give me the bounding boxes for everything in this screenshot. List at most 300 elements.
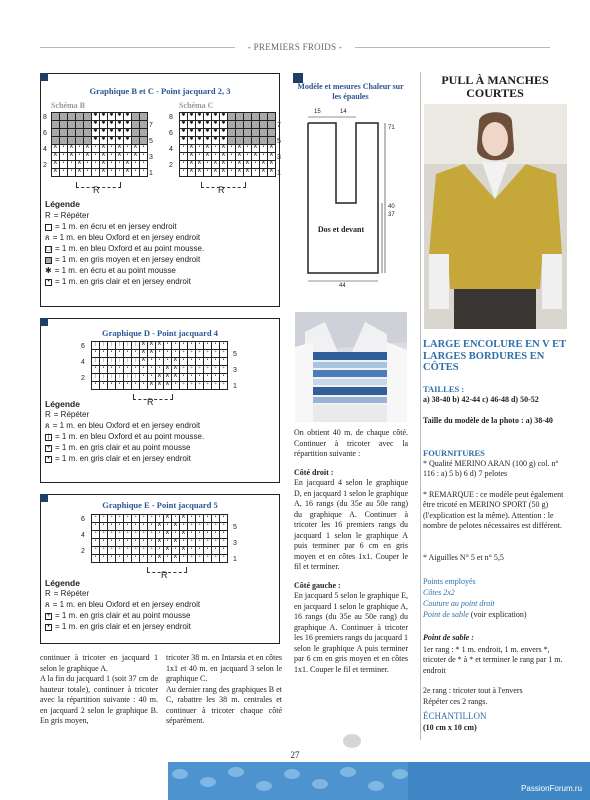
chart-cell: • (100, 366, 107, 373)
measure-44: 44 (339, 283, 346, 289)
chart-cell: ጸ (52, 161, 59, 168)
chart-cell: • (132, 555, 139, 562)
row-num: 3 (277, 154, 281, 161)
chart-cell: • (204, 547, 211, 554)
chart-cell: • (220, 531, 227, 538)
point-cotes: Côtes 2x2 (423, 588, 455, 597)
tailles-heading: TAILLES : (423, 384, 465, 394)
chart-cell: + (92, 531, 99, 538)
chart-cell: ጸ (52, 153, 59, 160)
box-title: Graphique B et C - Point jacquard 2, 3 (89, 86, 231, 96)
row-num: 8 (43, 114, 47, 121)
chart-cell: + (196, 350, 203, 357)
chart-cell: • (60, 153, 67, 160)
legend-title: Légende (45, 578, 80, 588)
row-num: 6 (81, 516, 85, 523)
chart-cell (244, 113, 251, 120)
chart-cell (268, 137, 275, 144)
row-num: 5 (149, 138, 153, 145)
chart-cell: • (116, 350, 123, 357)
chart-cell (84, 129, 91, 136)
chart-cell: • (92, 153, 99, 160)
chart-cell (252, 113, 259, 120)
knit-texture-strip (168, 762, 408, 800)
chart-cell: ጸ (52, 145, 59, 152)
chart-cell: • (100, 523, 107, 530)
chart-cell: • (108, 366, 115, 373)
chart-cell: + (196, 366, 203, 373)
row-num: 7 (277, 122, 281, 129)
chart-cell: • (148, 523, 155, 530)
chart-cell: • (244, 145, 251, 152)
chart-cell: + (108, 547, 115, 554)
chart-cell: • (212, 145, 219, 152)
chart-cell: + (124, 547, 131, 554)
chart-box-d (40, 318, 280, 483)
schema-b-label: Schéma B (51, 101, 85, 110)
chart-cell: • (196, 153, 203, 160)
row-num: 1 (277, 170, 281, 177)
chart-cell: • (100, 350, 107, 357)
chart-cell: ✱ (109, 137, 114, 142)
chart-cell: + (212, 555, 219, 562)
chart-cell: • (220, 374, 227, 381)
chart-cell: • (84, 161, 91, 168)
bar-square-icon: ◻ (46, 245, 51, 252)
chart-cell (76, 137, 83, 144)
chart-cell: • (68, 169, 75, 176)
chart-cell: ✱ (205, 121, 210, 126)
chart-cell (228, 137, 235, 144)
chart-cell (252, 137, 259, 144)
chart-cell (260, 129, 267, 136)
chart-cell: ጸ (84, 145, 91, 152)
chart-cell: ✱ (101, 137, 106, 142)
chart-cell: • (76, 145, 83, 152)
chart-cell: • (68, 161, 75, 168)
chart-cell: • (164, 350, 171, 357)
chart-cell: ጸ (76, 169, 83, 176)
chart-cell: • (140, 555, 147, 562)
chart-cell: • (252, 161, 259, 168)
chart-cell: + (116, 547, 123, 554)
chart-cell: • (140, 161, 147, 168)
chart-cell: ጸ (180, 531, 187, 538)
chart-cell (132, 137, 139, 144)
chart-cell: + (204, 523, 211, 530)
chart-cell (228, 121, 235, 128)
grey-square-icon (45, 257, 52, 264)
chart-cell: • (148, 555, 155, 562)
chart-cell: • (108, 153, 115, 160)
chart-cell: ✱ (125, 121, 130, 126)
chart-cell: • (92, 145, 99, 152)
chart-cell: ✱ (221, 113, 226, 118)
chart-cell: ✱ (93, 137, 98, 142)
chart-cell: • (164, 358, 171, 365)
row-num: 4 (43, 146, 47, 153)
chart-cell: ጸ (204, 145, 211, 152)
chart-cell: • (188, 358, 195, 365)
box-corner (40, 318, 48, 326)
chart-cell: • (116, 169, 123, 176)
chart-cell: • (92, 169, 99, 176)
chart-cell: + (108, 515, 115, 522)
repeat-label: R (161, 570, 168, 580)
legend-row: ✱ = 1 m. en écru et au point mousse (45, 266, 176, 275)
chart-cell: • (180, 342, 187, 349)
chart-cell: • (132, 161, 139, 168)
chart-cell: ጸ (156, 342, 163, 349)
chart-cell: • (124, 539, 131, 546)
chart-cell (68, 121, 75, 128)
row-num: 4 (169, 146, 173, 153)
row-num: 6 (169, 130, 173, 137)
stitch-symbol-icon: ጸ (45, 600, 50, 609)
chart-cell: • (116, 161, 123, 168)
chart-cell (236, 129, 243, 136)
box-title: Graphique E - Point jacquard 5 (102, 500, 218, 510)
chart-cell: • (116, 539, 123, 546)
chart-cell: ✱ (109, 113, 114, 118)
chart-cell: • (188, 531, 195, 538)
chart-cell: • (132, 539, 139, 546)
chart-cell: ጸ (164, 531, 171, 538)
chart-cell: | (100, 358, 107, 365)
chart-cell: • (180, 539, 187, 546)
chart-cell: • (108, 145, 115, 152)
chart-cell: ✱ (197, 137, 202, 142)
chart-cell: + (116, 531, 123, 538)
row-num: 1 (233, 556, 237, 563)
sable-rang-2: 2e rang : tricoter tout à l'envers (423, 686, 523, 695)
chart-cell: ✱ (181, 129, 186, 134)
repeat-label: R (147, 397, 154, 407)
chart-cell: ✱ (213, 121, 218, 126)
chart-cell: + (188, 523, 195, 530)
chart-cell: ጸ (156, 523, 163, 530)
chart-cell: • (140, 382, 147, 389)
chart-cell: + (220, 350, 227, 357)
chart-cell: ጸ (156, 539, 163, 546)
chart-cell: ✱ (93, 129, 98, 134)
chart-cell: • (180, 374, 187, 381)
echantillon-heading: ÉCHANTILLON (423, 711, 487, 721)
chart-cell: • (212, 153, 219, 160)
chart-cell: ጸ (52, 169, 59, 176)
chart-cell: ✱ (117, 113, 122, 118)
chart-cell: • (132, 382, 139, 389)
chart-cell: • (204, 531, 211, 538)
chart-cell: ጸ (260, 161, 267, 168)
chart-cell: + (188, 555, 195, 562)
chart-cell: + (220, 523, 227, 530)
chart-cell: • (212, 358, 219, 365)
chart-cell (228, 129, 235, 136)
legend-row: • = 1 m. en gris clair et en jersey endroit (45, 454, 191, 464)
chart-cell: ጸ (260, 169, 267, 176)
chart-cell: ጸ (132, 153, 139, 160)
chart-cell: • (108, 555, 115, 562)
row-num: 1 (233, 383, 237, 390)
chart-cell (140, 129, 147, 136)
chart-cell: ✱ (117, 137, 122, 142)
box-title: Graphique D - Point jacquard 4 (102, 328, 218, 338)
chart-cell: • (196, 374, 203, 381)
chart-cell: • (76, 153, 83, 160)
pattern-subtitle: LARGE ENCOLURE EN V ET LARGES BORDURES EN CÔTES (423, 339, 566, 373)
row-num: 3 (149, 154, 153, 161)
chart-cell: + (108, 531, 115, 538)
chart-cell: | (124, 358, 131, 365)
chart-cell: | (132, 342, 139, 349)
repeat-symbol: R (45, 211, 51, 220)
fourniture-1: * Qualité MERINO ARAN (100 g) col. n° 116 : a) 5 b) 6 d) 7 pelotes (423, 459, 559, 479)
chart-cell: ✱ (197, 121, 202, 126)
chart-cell: • (180, 153, 187, 160)
dot-square-icon: • (45, 456, 52, 463)
row-num: 6 (81, 343, 85, 350)
chart-cell: • (196, 547, 203, 554)
chart-cell: ✱ (189, 113, 194, 118)
garment-schematic (293, 103, 408, 303)
chart-cell (244, 129, 251, 136)
chart-cell: • (204, 358, 211, 365)
chart-cell: ጸ (236, 161, 243, 168)
schematic-title: Modèle et mesures Chaleur sur les épaules (297, 82, 404, 101)
chart-cell: • (92, 366, 99, 373)
chart-cell: | (116, 342, 123, 349)
chart-cell: • (124, 153, 131, 160)
legend-row: R = Répéter (45, 410, 90, 419)
chart-cell: | (124, 374, 131, 381)
chart-cell: | (132, 374, 139, 381)
chart-cell: ✱ (205, 137, 210, 142)
chart-grid-c (179, 112, 276, 177)
chart-cell: + (180, 366, 187, 373)
asterisk-icon: ✱ (45, 266, 52, 275)
chart-cell: ጸ (268, 145, 275, 152)
repeat-label: R (93, 185, 100, 195)
chart-cell: | (116, 358, 123, 365)
chart-cell: | (100, 374, 107, 381)
chart-cell (252, 129, 259, 136)
chart-cell: ጸ (140, 342, 147, 349)
text-column-right: On obtient 40 m. de chaque côté. Continuer à tricoter avec la répartition suivante : Côté droit : En jacquard 4 selon le graphique D, en jacquard 1 selon le graphique A, 16 rangs (du 35e au 50e rang) du graphique A. Continuer à tricoter les 16 premiers rangs du jacquard 1 selon le graphique A puis terminer par 6 cm en gris moyen et en côtes 1x1. Couper le fil et terminer. Côté gauche : En jacquard 5 selon le graphique E, en jacquard 1 selon le graphique A, 16 rangs (du 35e au 50e rang) du graphique A. Continuer à tricoter les 16 premiers rangs du jacquard 1 selon le graphique A puis terminer par 6 cm en gris moyen et en côtes 1x1. Couper le fil et terminer. (294, 428, 408, 674)
chart-cell: ጸ (164, 515, 171, 522)
plus-square-icon: + (46, 612, 51, 619)
chart-cell (268, 113, 275, 120)
chart-cell: • (172, 342, 179, 349)
chart-cell: + (204, 539, 211, 546)
yarn-ball-icon (343, 734, 361, 748)
chart-cell: • (204, 169, 211, 176)
chart-cell: ✱ (93, 113, 98, 118)
chart-cell: • (92, 350, 99, 357)
chart-cell: ✱ (221, 121, 226, 126)
chart-cell: • (100, 555, 107, 562)
chart-cell: + (132, 515, 139, 522)
chart-cell (52, 121, 59, 128)
chart-cell: | (116, 374, 123, 381)
chart-cell: + (188, 382, 195, 389)
chart-cell: ✱ (181, 137, 186, 142)
chart-cell (84, 121, 91, 128)
chart-cell (68, 113, 75, 120)
chart-cell: ጸ (172, 358, 179, 365)
chart-cell: • (124, 523, 131, 530)
legend-row: = 1 m. en écru et en jersey endroit (45, 222, 177, 232)
chart-cell: + (188, 366, 195, 373)
chart-cell (132, 129, 139, 136)
chart-cell: • (92, 161, 99, 168)
chart-cell (260, 137, 267, 144)
sable-repeat: Répéter ces 2 rangs. (423, 697, 488, 706)
chart-cell: + (196, 539, 203, 546)
chart-cell: • (212, 531, 219, 538)
row-num: 6 (43, 130, 47, 137)
chart-cell: + (148, 515, 155, 522)
chart-cell: • (100, 382, 107, 389)
legend-row: | = 1 m. en bleu Oxford et au point mousse. (45, 432, 204, 442)
chart-cell: + (100, 515, 107, 522)
chart-cell: • (228, 153, 235, 160)
chart-cell: ጸ (132, 145, 139, 152)
chart-cell (140, 137, 147, 144)
chart-cell (236, 113, 243, 120)
chart-cell: ✱ (109, 121, 114, 126)
chart-cell: + (188, 539, 195, 546)
row-num: 5 (277, 138, 281, 145)
chart-cell: ጸ (124, 169, 131, 176)
chart-cell: ✱ (125, 137, 130, 142)
chart-cell: ጸ (156, 382, 163, 389)
chart-cell: + (116, 515, 123, 522)
chart-cell: ጸ (100, 169, 107, 176)
chart-cell: • (188, 547, 195, 554)
row-num: 1 (149, 170, 153, 177)
chart-cell: ጸ (188, 153, 195, 160)
chart-cell: • (132, 366, 139, 373)
chart-cell: ጸ (164, 366, 171, 373)
watermark: PassionForum.ru (521, 784, 582, 793)
chart-cell (268, 129, 275, 136)
chart-cell: + (140, 515, 147, 522)
chart-cell: ጸ (220, 169, 227, 176)
chart-cell (52, 137, 59, 144)
chart-cell: • (92, 555, 99, 562)
chart-cell (68, 137, 75, 144)
knitted-vest-image (295, 312, 407, 422)
chart-cell: • (140, 539, 147, 546)
chart-box-bc (40, 73, 280, 307)
chart-cell: • (156, 547, 163, 554)
measure-40: 40 (388, 204, 395, 210)
chart-cell (84, 113, 91, 120)
chart-cell: ጸ (196, 161, 203, 168)
chart-cell (260, 113, 267, 120)
chart-cell: ✱ (181, 113, 186, 118)
chart-cell (60, 137, 67, 144)
chart-cell: + (196, 382, 203, 389)
bar-square-icon: | (45, 434, 52, 441)
chart-cell: ✱ (117, 121, 122, 126)
chart-cell: • (196, 531, 203, 538)
chart-cell: ጸ (172, 555, 179, 562)
chart-cell: • (84, 169, 91, 176)
chart-cell (60, 113, 67, 120)
chart-cell: • (180, 555, 187, 562)
chart-cell: • (108, 350, 115, 357)
chart-cell (252, 121, 259, 128)
chart-cell: + (124, 531, 131, 538)
chart-cell: ጸ (124, 161, 131, 168)
row-num: 2 (81, 548, 85, 555)
point-couture: Couture au point droit (423, 599, 495, 608)
chart-cell: • (108, 382, 115, 389)
chart-cell: • (156, 366, 163, 373)
chart-cell: | (132, 358, 139, 365)
chart-cell: • (212, 515, 219, 522)
chart-cell: ✱ (125, 129, 130, 134)
chart-cell: • (92, 539, 99, 546)
chart-cell: ✱ (189, 137, 194, 142)
chart-cell: • (148, 374, 155, 381)
chart-cell: • (196, 358, 203, 365)
chart-cell: • (260, 145, 267, 152)
chart-cell: + (132, 547, 139, 554)
chart-cell: • (164, 523, 171, 530)
chart-cell: + (212, 523, 219, 530)
row-num: 4 (81, 359, 85, 366)
chart-cell: • (172, 350, 179, 357)
chart-cell: + (92, 547, 99, 554)
row-num: 3 (233, 540, 237, 547)
chart-cell: ጸ (164, 374, 171, 381)
chart-cell (140, 121, 147, 128)
echantillon-text: (10 cm x 10 cm) (423, 723, 477, 732)
tailles-text: a) 38-40 b) 42-44 c) 46-48 d) 50-52 (423, 395, 539, 404)
row-num: 7 (149, 122, 153, 129)
chart-cell: ጸ (236, 145, 243, 152)
chart-cell: ጸ (116, 153, 123, 160)
row-num: 5 (233, 524, 237, 531)
chart-cell: • (156, 350, 163, 357)
chart-cell: ✱ (109, 129, 114, 134)
measure-37: 37 (388, 212, 395, 218)
fourniture-2: * REMARQUE : ce modèle peut également être tricoté en MERINO SPORT (50 g) (l'explication est la même). Attention : le nombre de pelotes nécessaires est différent. (423, 490, 564, 530)
chart-cell (268, 121, 275, 128)
legend-row: R = Répéter (45, 211, 90, 220)
chart-cell: • (228, 145, 235, 152)
chart-cell: ጸ (164, 382, 171, 389)
chart-cell: ጸ (156, 374, 163, 381)
chart-cell: • (124, 555, 131, 562)
fournitures-heading: FOURNITURES (423, 448, 485, 458)
chart-cell: + (204, 350, 211, 357)
chart-cell: ጸ (212, 161, 219, 168)
chart-cell: • (132, 169, 139, 176)
chart-cell: + (100, 531, 107, 538)
chart-cell: • (188, 515, 195, 522)
schematic-label: Dos et devant (317, 225, 365, 234)
chart-cell: ✱ (101, 121, 106, 126)
chart-cell: • (252, 169, 259, 176)
chart-cell: • (60, 161, 67, 168)
chart-cell: ✱ (205, 113, 210, 118)
chart-cell: ጸ (236, 169, 243, 176)
chart-cell: ✱ (181, 121, 186, 126)
